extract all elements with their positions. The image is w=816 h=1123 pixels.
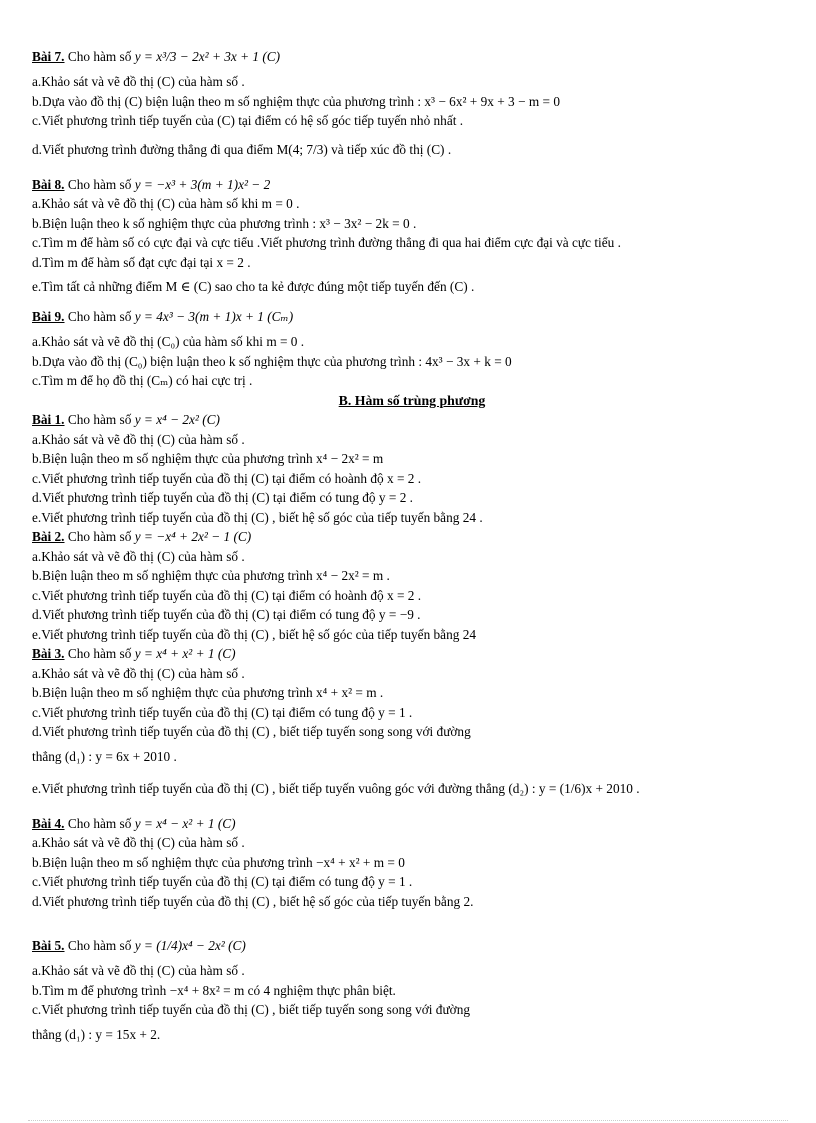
problem-heading: Bài 3. Cho hàm số y = x⁴ + x² + 1 (C)	[32, 646, 236, 661]
problem-item: c.Viết phương trình tiếp tuyến của đồ thị (C) tại điểm có hoành độ x = 2 .	[32, 587, 422, 603]
problem-heading: Bài 4. Cho hàm số y = x⁴ − x² + 1 (C)	[32, 815, 236, 831]
problem-item: b.Biện luận theo k số nghiệm thực của phương trình : x³ − 3x² − 2k = 0 .	[32, 215, 417, 231]
problem-label: Bài 7.	[32, 49, 65, 64]
problem-heading: Bài 5. Cho hàm số y = (1/4)x⁴ − 2x² (C)	[32, 938, 246, 953]
problem-item: c.Viết phương trình tiếp tuyến của đồ thị (C) , biết tiếp tuyến song song với đường	[32, 1002, 470, 1017]
problem-item: a.Khảo sát và vẽ đồ thị (C) của hàm số .	[32, 548, 245, 564]
problem-item: c.Viết phương trình tiếp tuyến của đồ thị (C) tại điểm có tung độ y = 1 .	[32, 704, 413, 720]
problem-item: b.Biện luận theo m số nghiệm thực của phương trình x⁴ − 2x² = m .	[32, 568, 390, 583]
problem-item: c.Viết phương trình tiếp tuyến của (C) tại điểm có hệ số góc tiếp tuyến nhỏ nhất .	[32, 113, 464, 128]
problem-item: c.Tìm m để hàm số có cực đại và cực tiểu .Viết phương trình đường thẳng đi qua hai điểm cực đại và cực tiểu .	[32, 235, 621, 250]
problem-label: Bài 2.	[32, 529, 65, 544]
problem-item: e.Viết phương trình tiếp tuyến của đồ thị (C) , biết hệ số góc của tiếp tuyến bằng 24	[32, 626, 477, 642]
problem-formula: y = 4x³ − 3(m + 1)x + 1 (Cₘ)	[134, 309, 294, 324]
problem-heading: Bài 2. Cho hàm số y = −x⁴ + 2x² − 1 (C)	[32, 529, 252, 544]
problem-heading: Bài 9. Cho hàm số y = 4x³ − 3(m + 1)x + 1 (Cₘ)	[32, 309, 294, 324]
problem-formula: y = −x⁴ + 2x² − 1 (C)	[134, 529, 252, 544]
problem-formula: y = x⁴ − x² + 1 (C)	[134, 815, 236, 831]
problem-item: c.Viết phương trình tiếp tuyến của đồ thị (C) tại điểm có tung độ y = 1 .	[32, 874, 413, 889]
problem-label: Bài 4.	[32, 815, 65, 831]
problem-item: d.Tìm m để hàm số đạt cực đại tại x = 2 .	[32, 254, 251, 270]
problem-item: a.Khảo sát và vẽ đồ thị (C₀) của hàm số khi m = 0 .	[32, 334, 305, 349]
problem-item: d.Viết phương trình tiếp tuyến của đồ thị (C) tại điểm có tung độ y = 2 .	[32, 490, 413, 505]
section-title: B. Hàm số trùng phương	[338, 392, 486, 408]
problem-formula: y = x³/3 − 2x² + 3x + 1 (C)	[134, 49, 281, 64]
problem-formula: y = x⁴ − 2x² (C)	[134, 412, 220, 427]
problem-item: a.Khảo sát và vẽ đồ thị (C) của hàm số khi m = 0 .	[32, 196, 300, 211]
problem-item: b.Tìm m để phương trình −x⁴ + 8x² = m có 4 nghiệm thực phân biệt.	[32, 982, 396, 998]
problem-formula: y = x⁴ + x² + 1 (C)	[134, 646, 236, 661]
problem-heading: Bài 1. Cho hàm số y = x⁴ − 2x² (C)	[32, 412, 220, 427]
problem-label: Bài 9.	[32, 309, 65, 324]
problem-heading: Bài 8. Cho hàm số y = −x³ + 3(m + 1)x² − 2	[32, 176, 271, 192]
problem-item: b.Biện luận theo m số nghiệm thực của phương trình −x⁴ + x² + m = 0	[32, 854, 405, 870]
problem-label: Bài 3.	[32, 646, 65, 661]
problem-formula: y = −x³ + 3(m + 1)x² − 2	[134, 176, 271, 192]
problem-item: b.Biện luận theo m số nghiệm thực của phương trình x⁴ − 2x² = m	[32, 451, 384, 466]
page-bottom-rule	[28, 1120, 788, 1121]
problem-item: e.Viết phương trình tiếp tuyến của đồ thị (C) , biết hệ số góc của tiếp tuyến bằng 24 .	[32, 509, 483, 525]
problem-item: d.Viết phương trình tiếp tuyến của đồ thị (C) , biết tiếp tuyến song song với đường	[32, 724, 471, 739]
problem-item: d.Viết phương trình đường thẳng đi qua điểm M(4; 7/3) và tiếp xúc đồ thị (C) .	[32, 141, 452, 157]
problem-item: thẳng (d₁) : y = 6x + 2010 .	[32, 748, 177, 764]
problem-item: c.Viết phương trình tiếp tuyến của đồ thị (C) tại điểm có hoành độ x = 2 .	[32, 470, 422, 486]
problem-item: b.Dựa vào đồ thị (C) biện luận theo m số nghiệm thực của phương trình : x³ − 6x² + 9x + 3 − m = 0	[32, 93, 560, 109]
problem-item: a.Khảo sát và vẽ đồ thị (C) của hàm số .	[32, 74, 245, 89]
problem-item: d.Viết phương trình tiếp tuyến của đồ thị (C) tại điểm có tung độ y = −9 .	[32, 607, 421, 622]
problem-item: b.Dựa vào đồ thị (C₀) biện luận theo k số nghiệm thực của phương trình : 4x³ − 3x + k = 0	[32, 353, 512, 369]
problem-item: e.Tìm tất cả những điểm M ∈ (C) sao cho ta kẻ được đúng một tiếp tuyến đến (C) .	[32, 279, 475, 294]
problem-formula: y = (1/4)x⁴ − 2x² (C)	[134, 938, 246, 953]
problem-item: a.Khảo sát và vẽ đồ thị (C) của hàm số .	[32, 835, 245, 850]
problem-label: Bài 5.	[32, 938, 65, 953]
problem-item: a.Khảo sát và vẽ đồ thị (C) của hàm số .	[32, 431, 245, 447]
problem-label: Bài 1.	[32, 412, 65, 427]
problem-item: a.Khảo sát và vẽ đồ thị (C) của hàm số .	[32, 963, 245, 978]
problem-item: e.Viết phương trình tiếp tuyến của đồ thị (C) , biết tiếp tuyến vuông góc với đường thẳng (d₂) : y = (1/6)x + 2010 .	[32, 780, 640, 796]
problem-item: d.Viết phương trình tiếp tuyến của đồ thị (C) , biết hệ số góc của tiếp tuyến bằng 2.	[32, 893, 474, 909]
problem-item: b.Biện luận theo m số nghiệm thực của phương trình x⁴ + x² = m .	[32, 685, 384, 700]
problem-item: a.Khảo sát và vẽ đồ thị (C) của hàm số .	[32, 665, 245, 681]
problem-heading: Bài 7. Cho hàm số y = x³/3 − 2x² + 3x + 1 (C)	[32, 49, 281, 64]
problem-label: Bài 8.	[32, 176, 65, 192]
problem-item: thẳng (d₁) : y = 15x + 2.	[32, 1026, 161, 1042]
document-page	[32, 42, 792, 1050]
problem-item: c.Tìm m để họ đồ thị (Cₘ) có hai cực trị .	[32, 373, 253, 388]
